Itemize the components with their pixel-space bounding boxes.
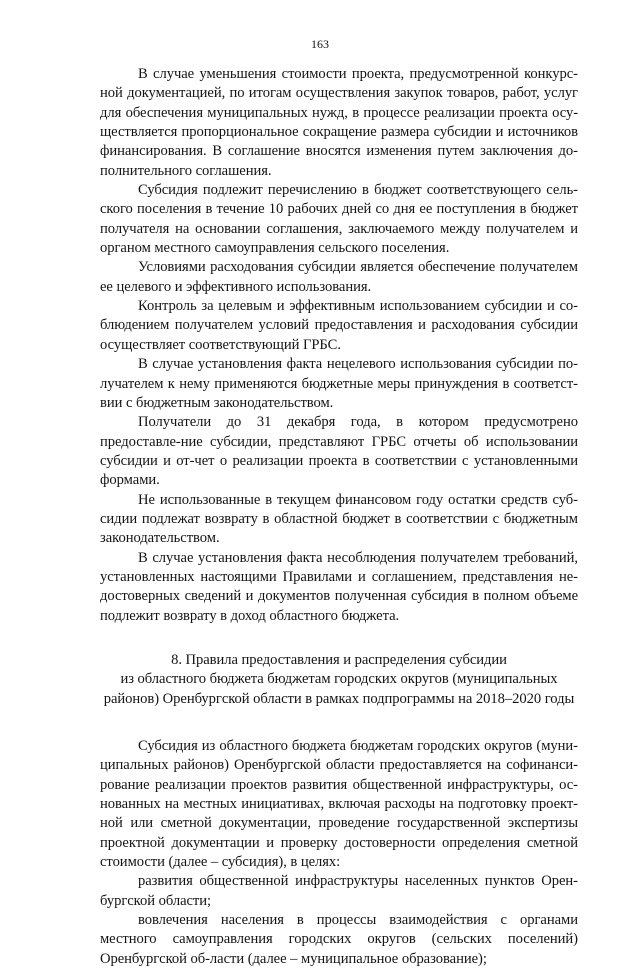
paragraph-goal-infrastructure: развития общественной инфраструктуры населенных пунктов Орен-бургской области; — [100, 873, 578, 909]
paragraph-subsidy-reduction: В случае уменьшения стоимости проекта, предусмотренной конкурс-ной документацией, по итогам осуществления закупок товаров, работ, услуг для обеспечения муниципальных нужд, в процессе реализации проекта осу-ществляется пропорциональное сокращение размера субсидии и источников финансирования. В соглашение вносятся изменения путем заключения до-полнительного соглашения. — [100, 66, 578, 179]
document-body — [100, 65, 578, 969]
paragraph-non-compliance: В случае установления факта несоблюдения получателем требований, установленных настоящими Правилами и соглашением, представления не-достоверных сведений и документов полученная субсидия в полном объеме подлежит возврату в доход областного бюджета. — [100, 549, 578, 624]
paragraph-reports: Получатели до 31 декабря года, в котором предусмотрено предоставле-ние субсидии, представляют ГРБС отчеты об использовании субсидии и от-чет о реализации проекта в соответствии с установленными формами. — [100, 414, 578, 489]
section-heading-line: районов) Оренбургской области в рамках подпрограммы на 2018–2020 годы — [103, 690, 575, 707]
paragraph-spending-conditions: Условиями расходования субсидии является обеспечение получателем ее целевого и эффективного использования. — [100, 259, 578, 295]
section-heading-line: из областного бюджета бюджетам городских округов (муниципальных — [120, 671, 558, 688]
page-number: 163 — [311, 37, 329, 51]
paragraph-control: Контроль за целевым и эффективным использованием субсидии и со-блюдением получателем условий предоставления и расходования субсидии осуществляет соответствующий ГРБС. — [100, 298, 578, 353]
paragraph-subsidy-purpose: Субсидия из областного бюджета бюджетам городских округов (муни-ципальных районов) Оренбургской области предоставляется на софинанси-рование реализации проектов развития общественной инфраструктуры, ос-нованных на местных инициативах, включая расходы на подготовку проект-ной или сметной документации, проведение государственной экспертизы проектной документации и проверку достоверности определения сметной стоимости (далее – субсидия), в целях: — [100, 738, 578, 871]
paragraph-goal-involvement: вовлечения населения в процессы взаимодействия с органами местного самоуправления городских округов (сельских поселений) Оренбургской об-ласти (далее – муниципальное образование); — [100, 912, 578, 967]
section-heading — [100, 651, 578, 709]
paragraph-unused-balance: Не использованные в текущем финансовом году остатки средств суб-сидии подлежат возврату в областной бюджет в соответствии с бюджетным законодательством. — [100, 491, 578, 547]
section-heading-line: 8. Правила предоставления и распределения субсидии — [171, 651, 507, 668]
paragraph-misuse: В случае установления факта нецелевого использования субсидии по-лучателем к нему применяются бюджетные меры принуждения в соответст-вии с бюджетным законодательством. — [100, 356, 578, 411]
paragraph-subsidy-transfer: Субсидия подлежит перечислению в бюджет соответствующего сель-ского поселения в течение 10 рабочих дней со дня ее поступления в бюджет получателя на основании соглашения, заключаемого между получателем и органом местного самоуправления сельского поселения. — [100, 182, 578, 257]
